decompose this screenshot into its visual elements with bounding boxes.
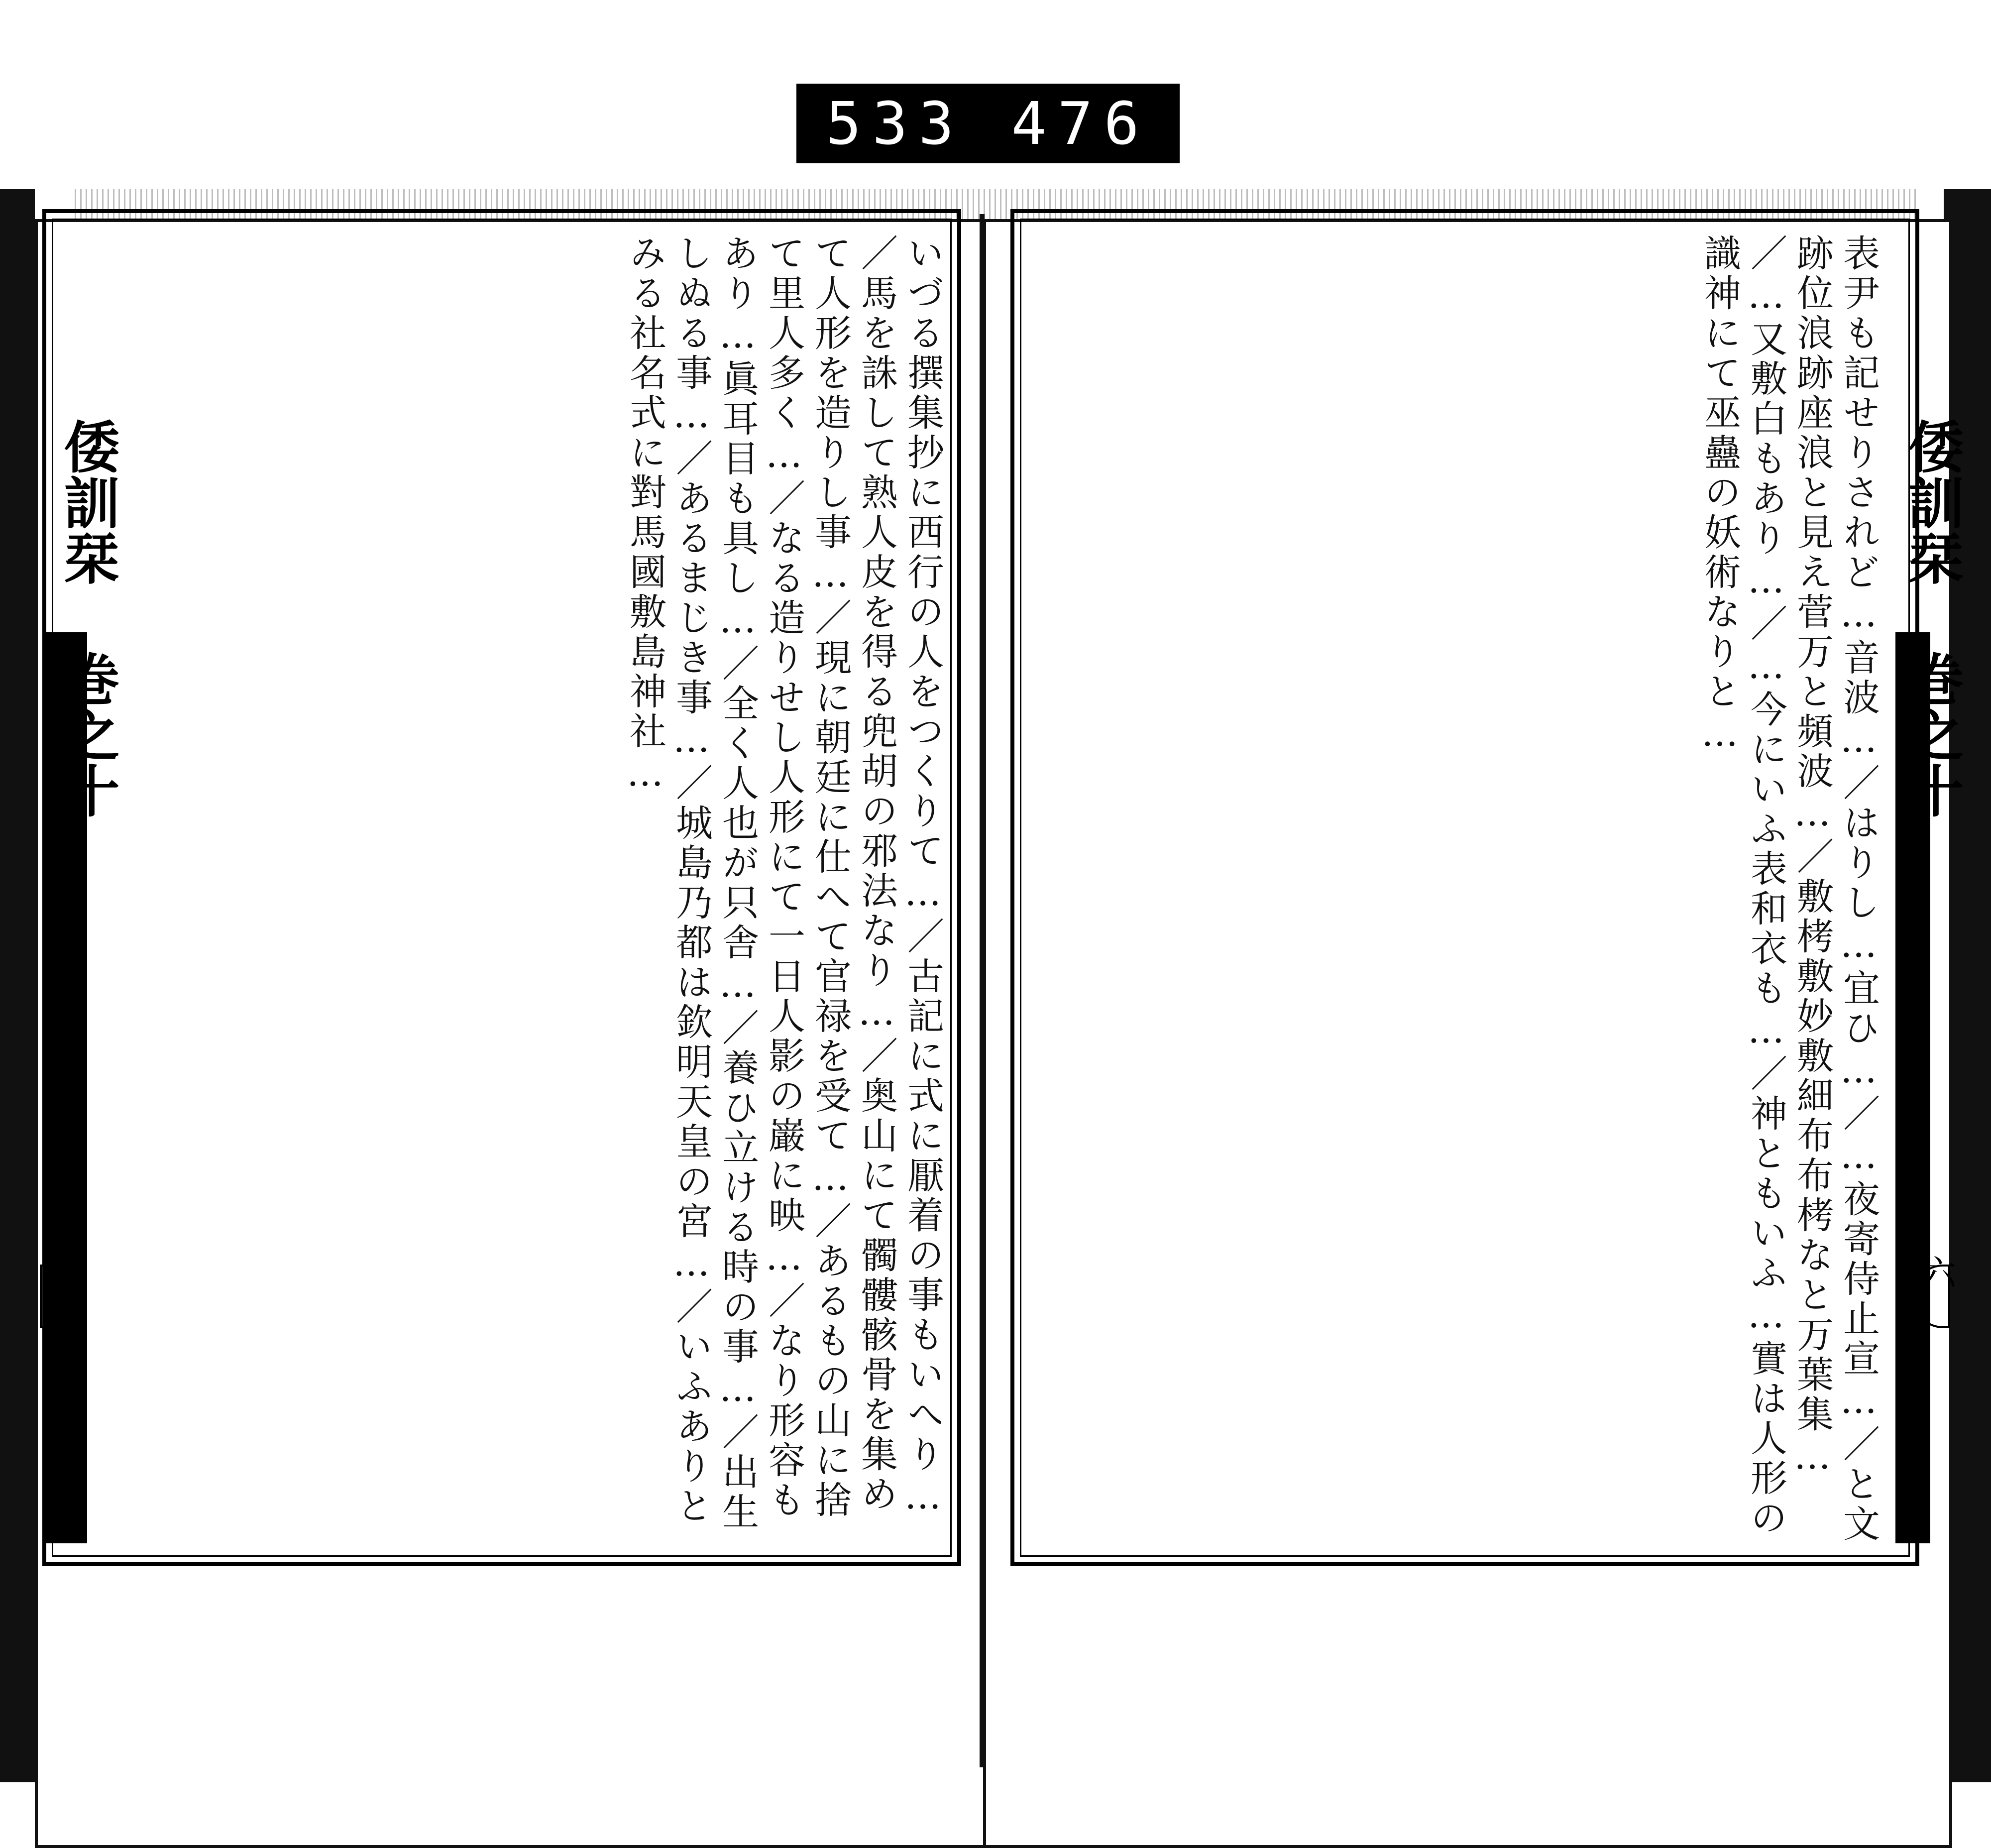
- right-page-text: 表尹も記せりされど…音波…／はりし…宜ひ…／…夜寄侍止宣…／と文跡位浪跡座浪と見え菅万と頻波…／敷栲敷妙敷細布布栲なと万葉集…／…又敷白もあり…／…今にいふ表和衣も…／神ともいふ…實は人形の識神にて巫蠱の妖術なりと…: [1698, 234, 1880, 1544]
- right-folio: 六: [1916, 1255, 1957, 1289]
- book-spine: [980, 214, 985, 1767]
- catalog-label: 533 476: [796, 84, 1180, 163]
- left-edge: [0, 189, 35, 1782]
- left-page-text: いづる撰集抄に西行の人をつくりて…／古記に式に厭着の事もいへり…／馬を誅して熟人皮を得る兜胡の邪法なり…／奥山にて髑髏骸骨を集めて人形を造りし事…／現に朝廷に仕へて官禄を受て…／あるもの山に捨て里人多く…／なる造りせし人形にて一日人影の巌に映…／なり形容もあり…眞耳目も具し…／全く人也が只舎…／養ひ立ける時の事…／出生しぬる事…／あるまじき事…／城島乃都は欽明天皇の宮…／いふありとみる社名式に對馬國敷島神社…: [624, 234, 944, 1532]
- right-page-title: 倭訓栞 巻之十: [1899, 418, 1964, 818]
- left-page-title: 倭訓栞 巻之十: [55, 418, 120, 818]
